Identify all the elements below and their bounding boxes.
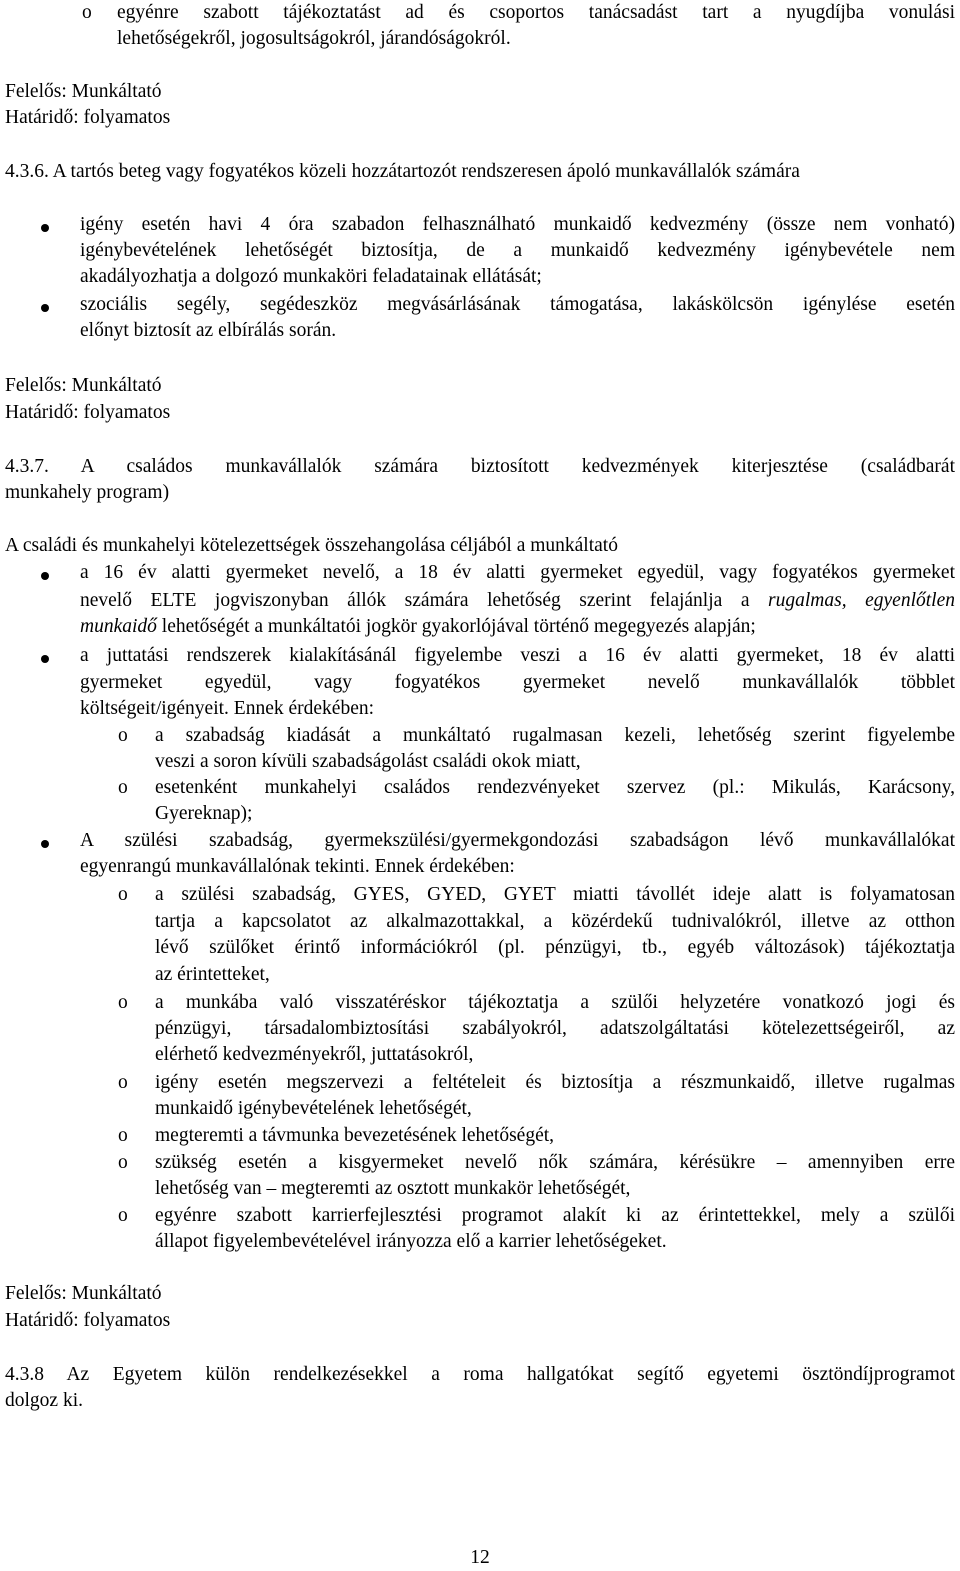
s437-b3-sub3-line-1: igény esetén megszervezi a feltételeit és biztosítja a részmunkaidő, illetve rugalmas (155, 1072, 955, 1093)
bullet-marker (41, 840, 49, 848)
s437-b2-sub2-line-1: esetenként munkahelyi családos rendezvényeket szervez (pl.: Mikulás, Karácsony, (155, 777, 955, 798)
responsible-label: Felelős: Munkáltató (5, 375, 162, 396)
s436-bullet1-line-2: igénybevételének lehetőségét biztosítja, de a munkaidő kedvezmény igénybevétele nem (80, 240, 955, 261)
bullet-marker (41, 572, 49, 580)
responsible-label: Felelős: Munkáltató (5, 81, 162, 102)
s437-b3-sub1-line-3: lévő szülőket érintő információkról (pl. pénzügyi, tb., egyéb változások) tájékoztatja (155, 937, 955, 958)
section-438-line-1: 4.3.8 Az Egyetem külön rendelkezésekkel a roma hallgatókat segítő egyetemi ösztöndíjprogramot (5, 1364, 955, 1385)
s437-b2-line-3: költségeit/igényeit. Ennek érdekében: (80, 698, 375, 719)
deadline-label: Határidő: folyamatos (5, 402, 171, 423)
s436-bullet1-line-1: igény esetén havi 4 óra szabadon felhasználható munkaidő kedvezmény (össze nem vonható) (80, 214, 955, 235)
s437-b3-sub6-line-2: állapot figyelembevételével irányozza elő a karrier lehetőségeket. (155, 1231, 667, 1252)
s437-b3-line-2: egyenrangú munkavállalónak tekinti. Ennek érdekében: (80, 856, 515, 877)
sub-bullet-marker: o (118, 725, 128, 746)
s437-b2-line-1: a juttatási rendszerek kialakításánál figyelembe veszi a 16 év alatti gyermeket, 18 év alatti (80, 645, 955, 666)
section-438-line-2: dolgoz ki. (5, 1390, 83, 1411)
s437-b3-sub1-line-1: a szülési szabadság, GYES, GYED, GYET miatti távollét ideje alatt is folyamatosan (155, 884, 955, 905)
s437-b3-sub1-line-4: az érintetteket, (155, 964, 270, 985)
s437-b3-sub1-line-2: tartja a kapcsolatot az alkalmazottakkal, a közérdekű tudnivalókról, illetve az otthon (155, 911, 955, 932)
s437-b3-sub3-line-2: munkaidő igénybevételének lehetőségét, (155, 1098, 472, 1119)
page-number: 12 (470, 1547, 490, 1568)
sub-bullet-marker: o (82, 2, 92, 23)
sub-bullet-marker: o (118, 777, 128, 798)
s436-bullet1-line-3: akadályozhatja a dolgozó munkaköri feladatainak ellátását; (80, 266, 542, 287)
section-heading-437-line-1: 4.3.7. A családos munkavállalók számára biztosított kedvezmények kiterjesztése (családbarát (5, 456, 955, 477)
sub-bullet-marker: o (118, 1152, 128, 1173)
deadline-label: Határidő: folyamatos (5, 1310, 171, 1331)
s437-b1-line-1: a 16 év alatti gyermeket nevelő, a 18 év alatti gyermeket egyedül, vagy fogyatékos gyermeket (80, 562, 955, 583)
bullet-marker (41, 655, 49, 663)
s437-b3-sub2-line-1: a munkába való visszatéréskor tájékoztatja a szülői helyzetére vonatkozó jogi és (155, 992, 955, 1013)
section-heading-436: 4.3.6. A tartós beteg vagy fogyatékos közeli hozzátartozót rendszeresen ápoló munkavállalók számára (5, 161, 800, 182)
s437-b2-line-2: gyermeket egyedül, vagy fogyatékos gyermeket nevelő munkavállalók többlet (80, 672, 955, 693)
s437-b2-sub1-line-1: a szabadság kiadását a munkáltató rugalmasan kezeli, lehetőség szerint figyelembe (155, 725, 955, 746)
s437-b1-line-3: munkaidő lehetőségét a munkáltatói jogkör gyakorlójával történő megegyezés alapján; (80, 616, 756, 637)
s437-intro: A családi és munkahelyi kötelezettségek összehangolása céljából a munkáltató (5, 535, 618, 556)
s437-b3-sub5-line-1: szükség esetén a kisgyermeket nevelő nők számára, kérésükre – amennyiben erre (155, 1152, 955, 1173)
s437-b2-sub1-line-2: veszi a soron kívüli szabadságolást családi okok miatt, (155, 751, 581, 772)
s437-b3-sub2-line-2: pénzügyi, társadalombiztosítási szabályokról, adatszolgáltatási kötelezettségeiről, az (155, 1018, 955, 1039)
s437-b3-sub6-line-1: egyénre szabott karrierfejlesztési programot alakít ki az érintettekkel, mely a szülői (155, 1205, 955, 1226)
intro-item-line-2: lehetőségekről, jogosultságokról, járandóságokról. (117, 28, 511, 49)
s437-b3-sub2-line-3: elérhető kedvezményekről, juttatásokról, (155, 1044, 474, 1065)
bullet-marker (41, 224, 49, 232)
s437-b3-line-1: A szülési szabadság, gyermekszülési/gyermekgondozási szabadságon lévő munkavállalókat (80, 830, 955, 851)
sub-bullet-marker: o (118, 1072, 128, 1093)
s437-b2-sub2-line-2: Gyereknap); (155, 803, 253, 824)
sub-bullet-marker: o (118, 1125, 128, 1146)
intro-item-line-1: egyénre szabott tájékoztatást ad és csoportos tanácsadást tart a nyugdíjba vonulási (117, 2, 955, 23)
s437-b1-line-2: nevelő ELTE jogviszonyban állók számára lehetőség szerint felajánlja a rugalmas, egyenlőtlen (80, 590, 955, 611)
s437-b3-sub4-line-1: megteremti a távmunka bevezetésének lehetőségét, (155, 1125, 555, 1146)
s436-bullet2-line-1: szociális segély, segédeszköz megvásárlásának támogatása, lakáskölcsön igénylése esetén (80, 294, 955, 315)
responsible-label: Felelős: Munkáltató (5, 1283, 162, 1304)
section-heading-437-line-2: munkahely program) (5, 482, 170, 503)
s436-bullet2-line-2: előnyt biztosít az elbírálás során. (80, 320, 337, 341)
s437-b3-sub5-line-2: lehetőség van – megteremti az osztott munkakör lehetőségét, (155, 1178, 631, 1199)
sub-bullet-marker: o (118, 884, 128, 905)
sub-bullet-marker: o (118, 1205, 128, 1226)
sub-bullet-marker: o (118, 992, 128, 1013)
deadline-label: Határidő: folyamatos (5, 107, 171, 128)
bullet-marker (41, 304, 49, 312)
